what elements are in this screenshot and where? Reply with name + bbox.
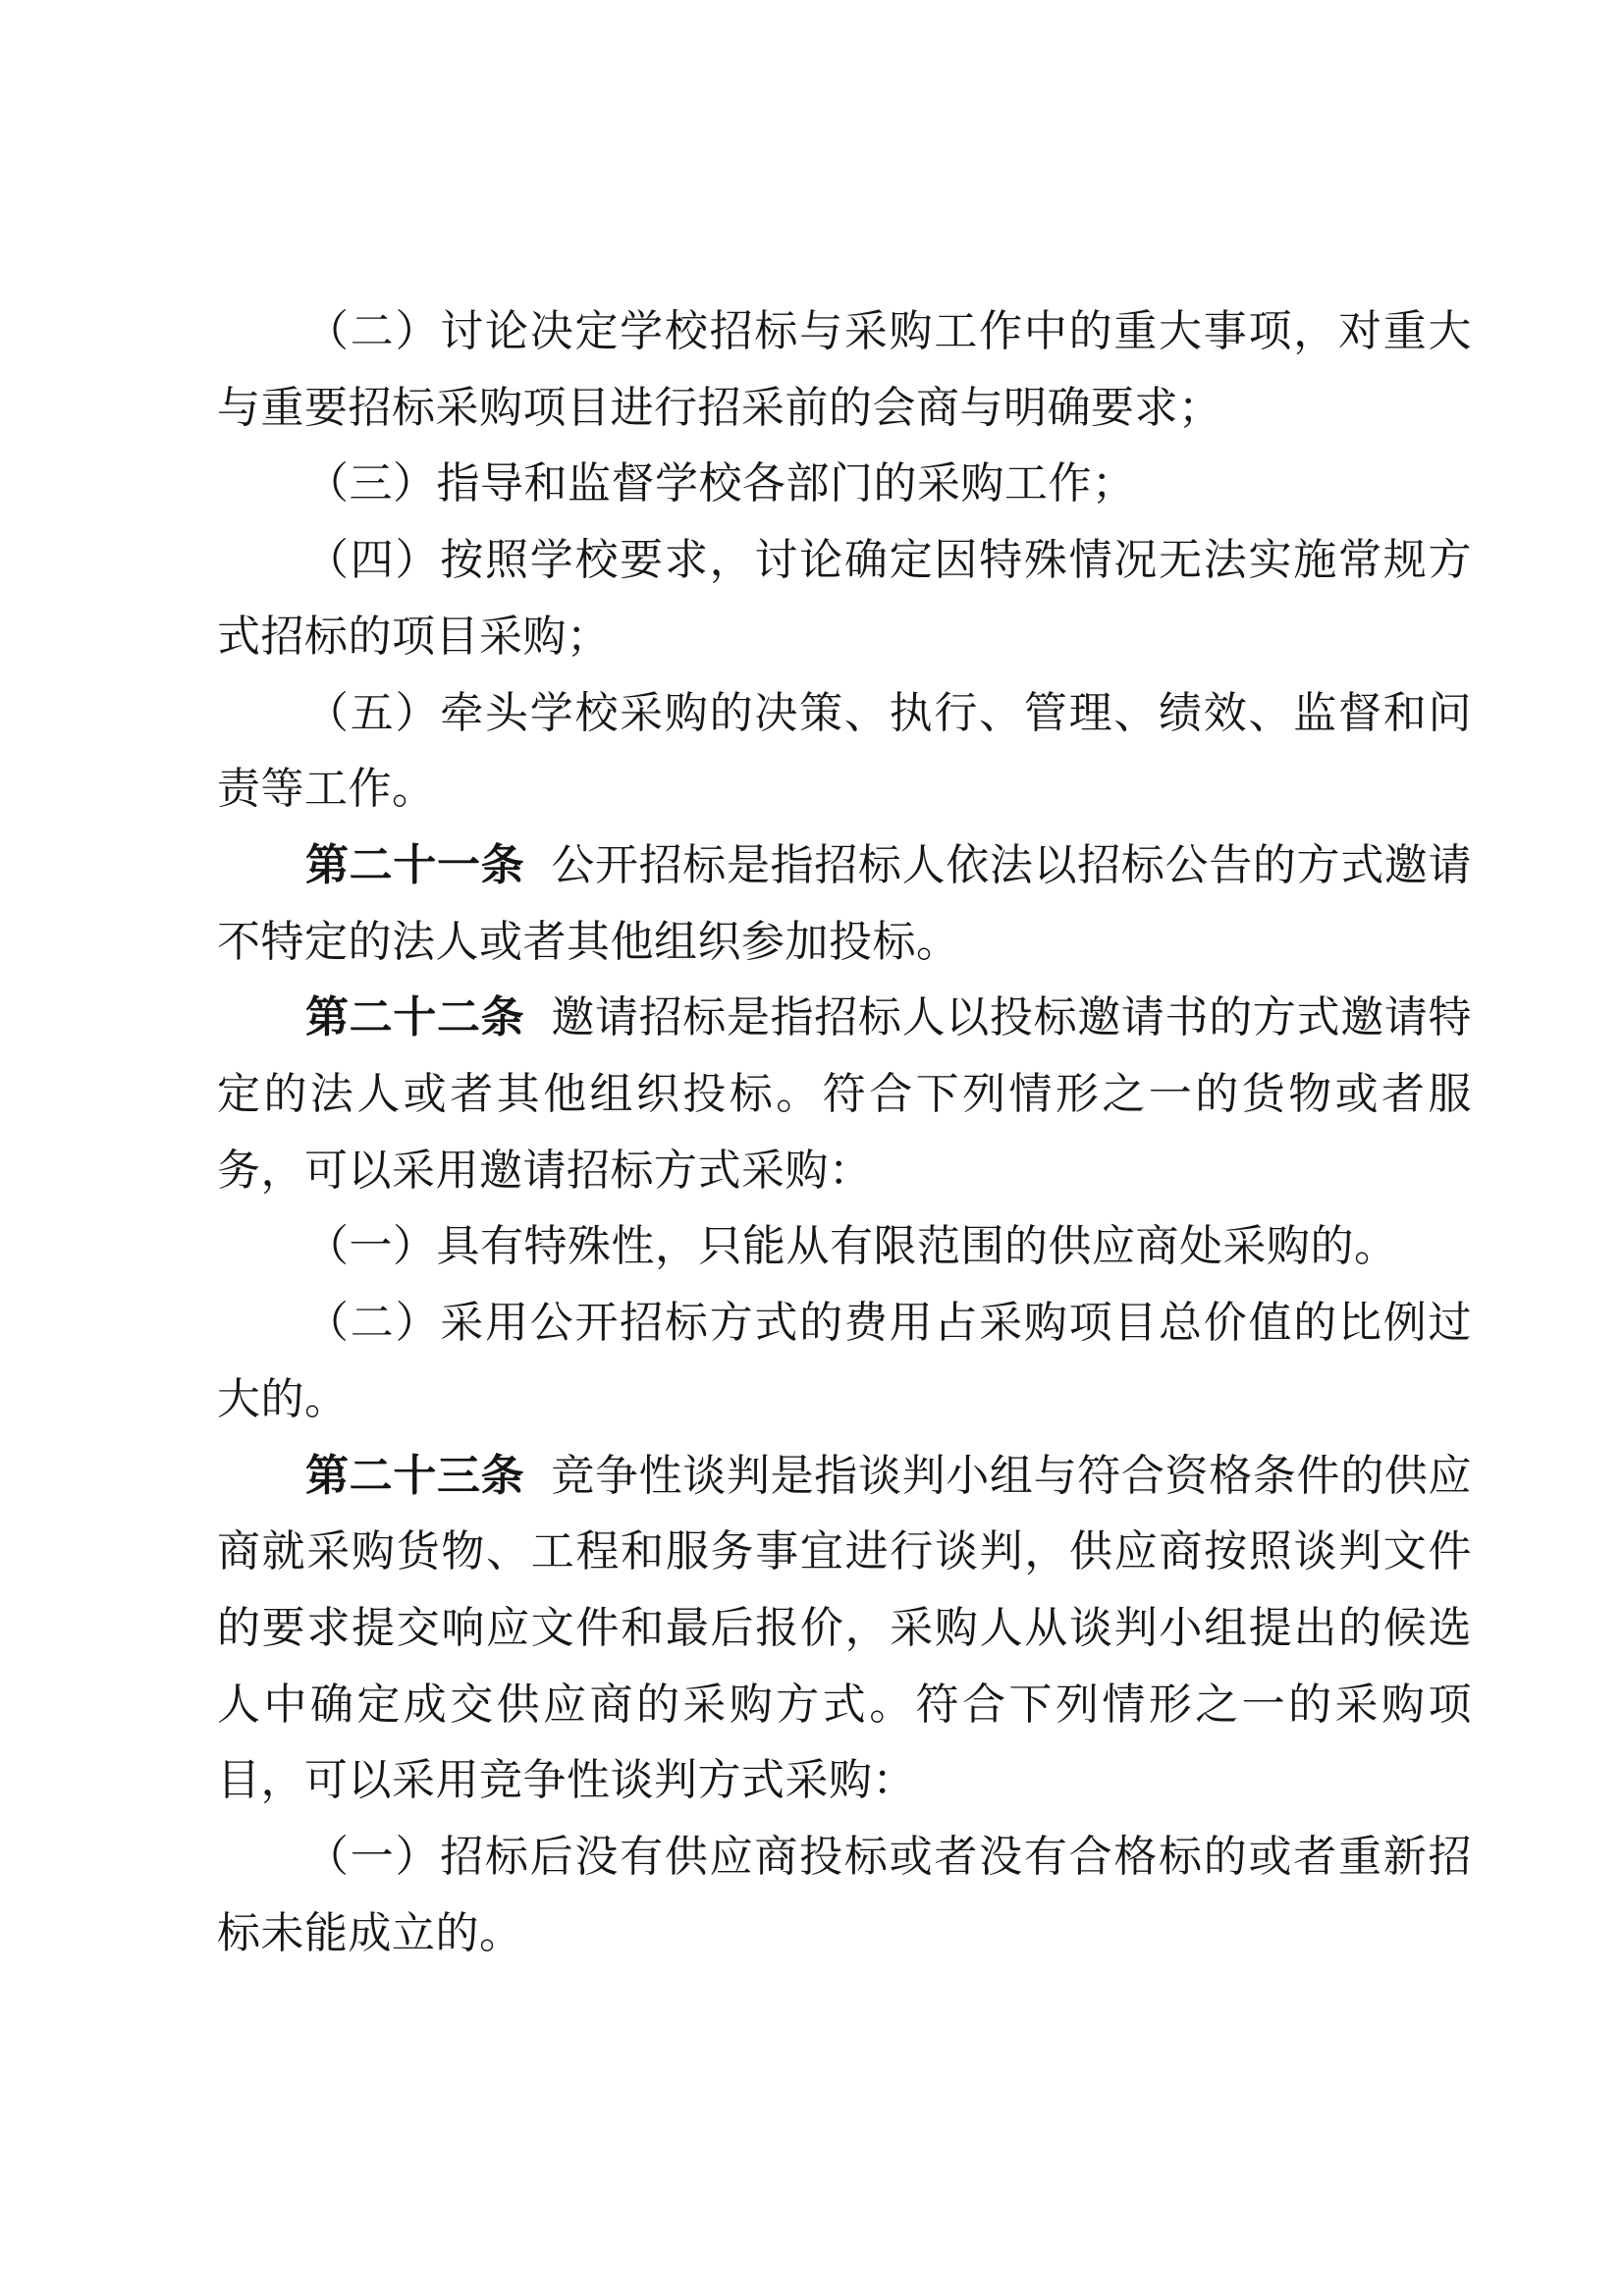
article-number: 第二十一条 (305, 840, 525, 889)
paragraph-text: （二）讨论决定学校招标与采购工作中的重大事项，对重大与重要招标采购项目进行招采前的会商与明确要求； (217, 307, 1472, 432)
paragraph-text: （一）具有特殊性，只能从有限范围的供应商处采购的。 (305, 1222, 1398, 1271)
paragraph-text: 公开招标是指招标人依法以招标公告的方式邀请不特定的法人或者其他组织参加投标。 (217, 840, 1473, 966)
paragraph-article-21 (217, 828, 1472, 980)
paragraph-text: （三）指导和监督学校各部门的采购工作； (305, 459, 1136, 508)
paragraph-item-5 (217, 675, 1472, 828)
paragraph-text: （二）采用公开招标方式的费用占采购项目总价值的比例过大的。 (217, 1299, 1472, 1423)
paragraph-text: 邀请招标是指招标人以投标邀请书的方式邀请特定的法人或者其他组织投标。符合下列情形之一的货物或者服务，可以采用邀请招标方式采购： (217, 993, 1473, 1195)
article-number: 第二十三条 (305, 1451, 525, 1500)
paragraph-article-23 (217, 1438, 1472, 1820)
paragraph-text: （四）按照学校要求，讨论确定因特殊情况无法实施常规方式招标的项目采购； (217, 536, 1472, 661)
paragraph-article-22 (217, 980, 1472, 1208)
paragraph-text: （五）牵头学校采购的决策、执行、管理、绩效、监督和问责等工作。 (217, 688, 1472, 814)
document-body (217, 294, 1472, 1971)
paragraph-item-1b (217, 1819, 1472, 1971)
paragraph-item-1a (217, 1208, 1472, 1285)
paragraph-item-2a (217, 1285, 1472, 1437)
article-number: 第二十二条 (305, 993, 525, 1042)
paragraph-item-4 (217, 522, 1472, 674)
paragraph-item-3 (217, 446, 1472, 522)
paragraph-text: 竞争性谈判是指谈判小组与符合资格条件的供应商就采购货物、工程和服务事宜进行谈判，供应商按照谈判文件的要求提交响应文件和最后报价，采购人从谈判小组提出的候选人中确定成交供应商的采购方式。符合下列情形之一的采购项目，可以采用竞争性谈判方式采购： (217, 1451, 1473, 1805)
paragraph-text: （一）招标后没有供应商投标或者没有合格标的或者重新招标未能成立的。 (217, 1833, 1472, 1957)
paragraph-item-2 (217, 294, 1472, 446)
